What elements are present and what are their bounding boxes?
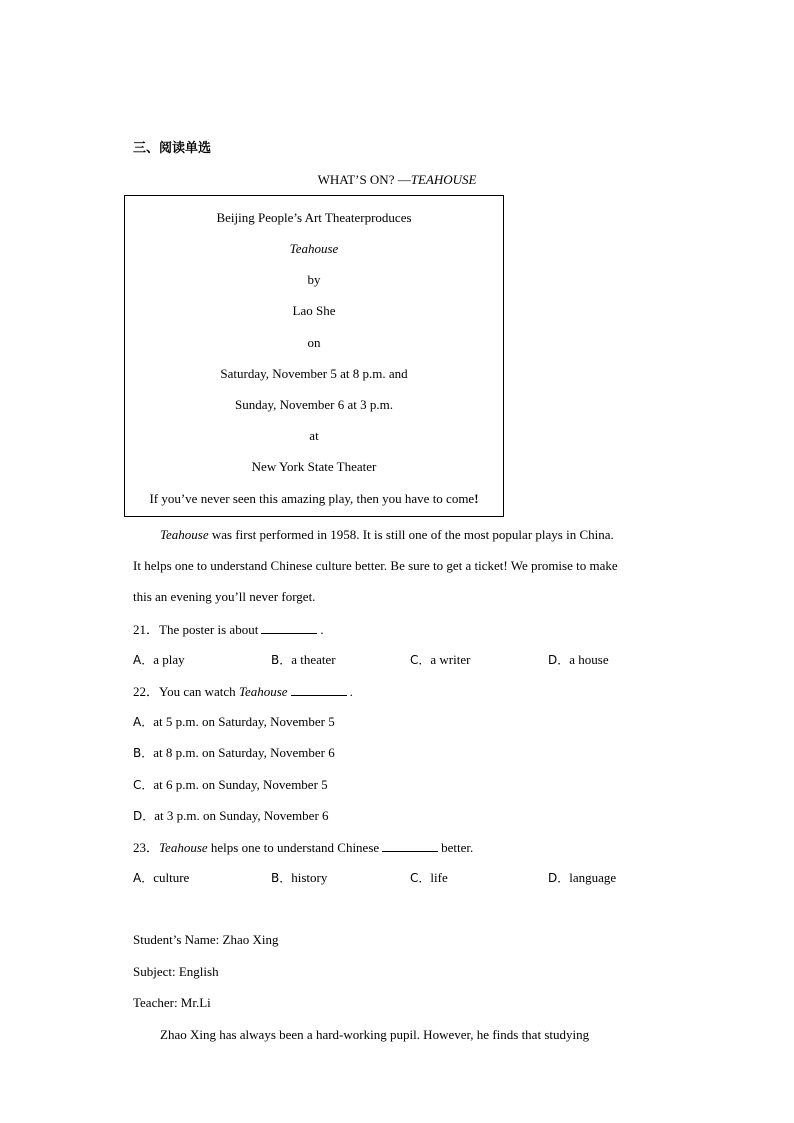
question-22-play: Teahouse xyxy=(238,684,288,699)
question-21-text: The poster is about xyxy=(159,622,259,637)
option-label: D． xyxy=(548,871,570,885)
option-text: history xyxy=(291,870,328,885)
option-text: at 6 p.m. on Sunday, November 5 xyxy=(153,777,328,792)
option-text: a play xyxy=(153,652,185,667)
poster-play-title-text: Teahouse xyxy=(289,241,339,256)
q22-option-c[interactable] xyxy=(133,777,328,793)
q21-option-c[interactable] xyxy=(410,652,470,668)
question-22-number: 22． xyxy=(133,684,160,699)
poster-by: by xyxy=(307,272,321,287)
option-label: B． xyxy=(271,871,292,885)
poster-producer: Beijing People’s Art Theaterproduces xyxy=(216,210,412,225)
option-label: B． xyxy=(133,746,154,760)
passage-line-1-rest: was first performed in 1958. It is still one of the most popular plays in China. xyxy=(208,527,614,542)
option-label: C． xyxy=(410,871,431,885)
whats-on-play-title: TEAHOUSE xyxy=(410,172,477,187)
answer-blank xyxy=(291,683,347,696)
option-text: at 5 p.m. on Saturday, November 5 xyxy=(153,714,335,729)
option-label: B． xyxy=(271,653,292,667)
option-text: culture xyxy=(153,870,190,885)
poster-closing xyxy=(125,491,503,507)
answer-blank xyxy=(261,621,317,634)
q23-option-d[interactable] xyxy=(548,870,616,886)
question-22-end: . xyxy=(349,684,353,699)
option-text: a house xyxy=(569,652,609,667)
option-label: A． xyxy=(133,871,154,885)
option-text: a writer xyxy=(430,652,471,667)
question-21-end: . xyxy=(320,622,324,637)
answer-blank xyxy=(382,839,438,852)
poster-box xyxy=(124,195,504,517)
whats-on-prefix: WHAT’S ON? — xyxy=(317,172,411,187)
report-student-name: Student’s Name: Zhao Xing xyxy=(133,932,279,947)
question-23 xyxy=(133,839,473,856)
q23-option-b[interactable] xyxy=(271,870,327,886)
q22-option-d[interactable] xyxy=(133,808,329,824)
option-label: A． xyxy=(133,715,154,729)
question-22-text: You can watch xyxy=(159,684,236,699)
option-label: D． xyxy=(548,653,570,667)
option-label: D． xyxy=(133,809,155,823)
q21-option-a[interactable] xyxy=(133,652,185,668)
q22-option-b[interactable] xyxy=(133,745,335,761)
option-text: language xyxy=(569,870,617,885)
report-intro: Zhao Xing has always been a hard-working pupil. However, he finds that studying xyxy=(160,1027,590,1042)
question-23-play: Teahouse xyxy=(159,840,208,855)
question-21 xyxy=(133,621,324,638)
report-teacher: Teacher: Mr.Li xyxy=(133,995,211,1010)
poster-on: on xyxy=(307,335,321,350)
passage-line-1 xyxy=(160,527,614,543)
passage-line-3: this an evening you’ll never forget. xyxy=(133,589,316,604)
q21-option-d[interactable] xyxy=(548,652,609,668)
question-23-text: helps one to understand Chinese xyxy=(207,840,380,855)
option-text: a theater xyxy=(291,652,336,667)
section-heading: 三、阅读单选 xyxy=(133,141,212,156)
poster-at: at xyxy=(309,428,319,443)
question-22 xyxy=(133,683,353,700)
poster-venue: New York State Theater xyxy=(251,459,377,474)
poster-closing-text: If you’ve never seen this amazing play, then you have to come xyxy=(149,491,475,506)
poster-date-1: Saturday, November 5 at 8 p.m. and xyxy=(220,366,408,381)
option-text: at 8 p.m. on Saturday, November 6 xyxy=(153,745,335,760)
option-text: life xyxy=(430,870,448,885)
passage-play-title: Teahouse xyxy=(160,527,209,542)
q23-option-a[interactable] xyxy=(133,870,189,886)
question-23-number: 23． xyxy=(133,840,160,855)
question-21-number: 21． xyxy=(133,622,160,637)
poster-date-2: Sunday, November 6 at 3 p.m. xyxy=(234,397,394,412)
option-label: A． xyxy=(133,653,154,667)
passage-line-2: It helps one to understand Chinese culture better. Be sure to get a ticket! We promise to make xyxy=(133,558,618,573)
poster-play-title xyxy=(125,241,503,257)
poster-closing-mark: ! xyxy=(474,491,479,506)
option-label: C． xyxy=(133,778,154,792)
question-23-end: better. xyxy=(441,840,474,855)
option-text: at 3 p.m. on Sunday, November 6 xyxy=(154,808,329,823)
q22-option-a[interactable] xyxy=(133,714,335,730)
q21-option-b[interactable] xyxy=(271,652,336,668)
q23-option-c[interactable] xyxy=(410,870,448,886)
report-subject: Subject: English xyxy=(133,964,219,979)
poster-author: Lao She xyxy=(292,303,336,318)
option-label: C． xyxy=(410,653,431,667)
whats-on-title xyxy=(0,172,794,188)
